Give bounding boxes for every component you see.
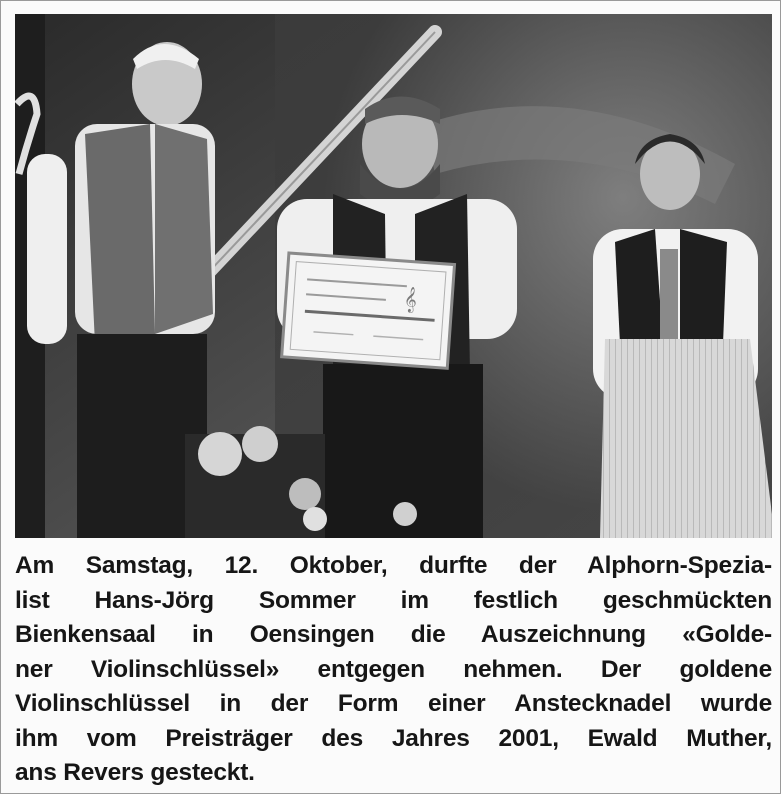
svg-text:𝄞: 𝄞 <box>403 287 418 314</box>
news-photo <box>15 14 772 538</box>
photo-illustration <box>15 14 772 538</box>
caption-line: list Hans-Jörg Sommer im festlich geschmückten <box>15 586 772 614</box>
caption-line: ner Violinschlüssel» entgegen nehmen. Der goldene <box>15 655 772 683</box>
caption-line: ihm vom Preisträger des Jahres 2001, Ewald Muther, <box>15 724 772 752</box>
photo-caption <box>15 549 772 791</box>
certificate <box>282 253 455 368</box>
caption-line: Violinschlüssel in der Form einer Anstecknadel wurde <box>15 690 772 717</box>
caption-line: Bienkensaal in Oensingen die Auszeichnung «Golde- <box>15 621 772 648</box>
caption-line: ans Revers gesteckt. <box>15 759 255 786</box>
caption-line: Am Samstag, 12. Oktober, durfte der Alphorn-Spezia- <box>15 552 772 579</box>
